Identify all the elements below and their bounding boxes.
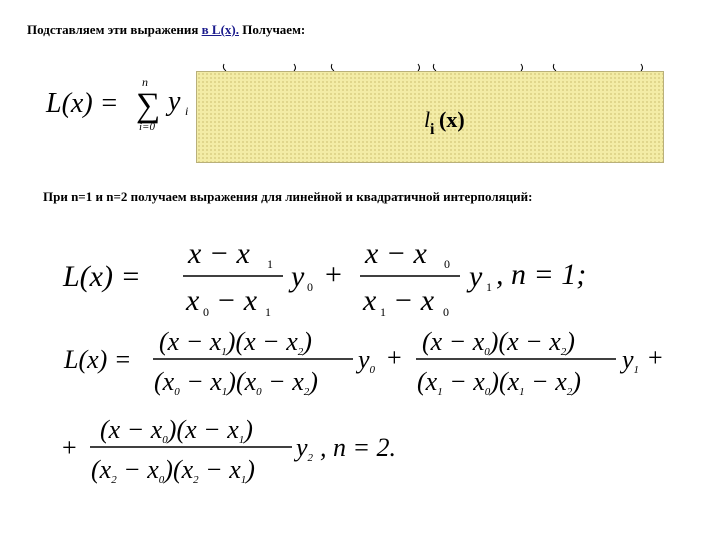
overlay-sub: i (430, 121, 435, 138)
linear-formula (55, 238, 675, 333)
quadratic-formula-line1 (60, 325, 680, 410)
eq1-num1-sub: 1 (267, 257, 273, 271)
overlay-label (197, 72, 663, 162)
sum-lhs: L(x) = (46, 88, 119, 119)
intro-line (27, 22, 305, 38)
eq1-den2-a: x (363, 284, 377, 317)
overlay-box (196, 71, 664, 163)
eq2-t2-num: (x − x0)(x − x2) (422, 327, 575, 358)
eq2-plus-end: + (648, 343, 663, 372)
sum-upper-limit: n (142, 75, 148, 89)
sigma-symbol: ∑ (136, 87, 161, 124)
eq1-den2-mid: − x (393, 284, 435, 317)
eq2-t1-num: (x − x1)(x − x2) (159, 327, 312, 358)
sum-y: y (168, 86, 181, 117)
eq1-den1-sub-b: 1 (265, 305, 271, 319)
eq3-plus: + (62, 433, 77, 462)
eq3-y: y2 (296, 433, 314, 464)
eq1-plus: + (325, 258, 342, 291)
eq1-y1-sub: 1 (486, 280, 492, 294)
eq1-y0: y (291, 260, 305, 293)
quadratic-formula-line2 (60, 410, 460, 495)
eq1-den2-sub-a: 1 (380, 305, 386, 319)
intro-text-after: Получаем: (238, 22, 306, 37)
eq1-y0-sub: 0 (307, 280, 313, 294)
eq2-t1-y: y0 (358, 345, 376, 376)
eq1-tail: , n = 1; (496, 258, 587, 291)
eq1-lhs: L(x) = (63, 260, 141, 293)
eq2-t2-y: y1 (622, 345, 640, 376)
eq2-plus: + (387, 343, 402, 372)
eq1-den2-sub-b: 0 (443, 305, 449, 319)
sum-formula (40, 70, 200, 140)
eq2-t2-den: (x1 − x0)(x1 − x2) (417, 367, 581, 398)
eq3-tail: , n = 2. (320, 433, 397, 462)
intro-text-before: Подставляем эти выражения (27, 22, 202, 37)
eq3-num: (x − x0)(x − x1) (100, 415, 253, 446)
eq1-den1-mid: − x (216, 284, 258, 317)
eq2-lhs: L(x) = (64, 345, 132, 374)
intro-link[interactable]: в L(x). (201, 22, 239, 37)
overlay-arg: (x) (439, 107, 465, 132)
sum-y-sub: i (185, 104, 189, 118)
eq2-t1-den: (x0 − x1)(x0 − x2) (154, 367, 318, 398)
eq1-den1-a: x (186, 284, 200, 317)
eq1-num1: x − x (188, 238, 250, 270)
sum-lower-limit: i=0 (139, 121, 155, 133)
eq1-y1: y (469, 260, 483, 293)
description-paragraph: При n=1 и n=2 получаем выражения для линейной и квадратичной интерполяций: (43, 189, 533, 204)
eq3-den: (x2 − x0)(x2 − x1) (91, 455, 255, 486)
eq1-den1-sub-a: 0 (203, 305, 209, 319)
eq1-num2-sub: 0 (444, 257, 450, 271)
eq1-num2: x − x (365, 238, 427, 270)
overlay-l: l (424, 107, 431, 132)
